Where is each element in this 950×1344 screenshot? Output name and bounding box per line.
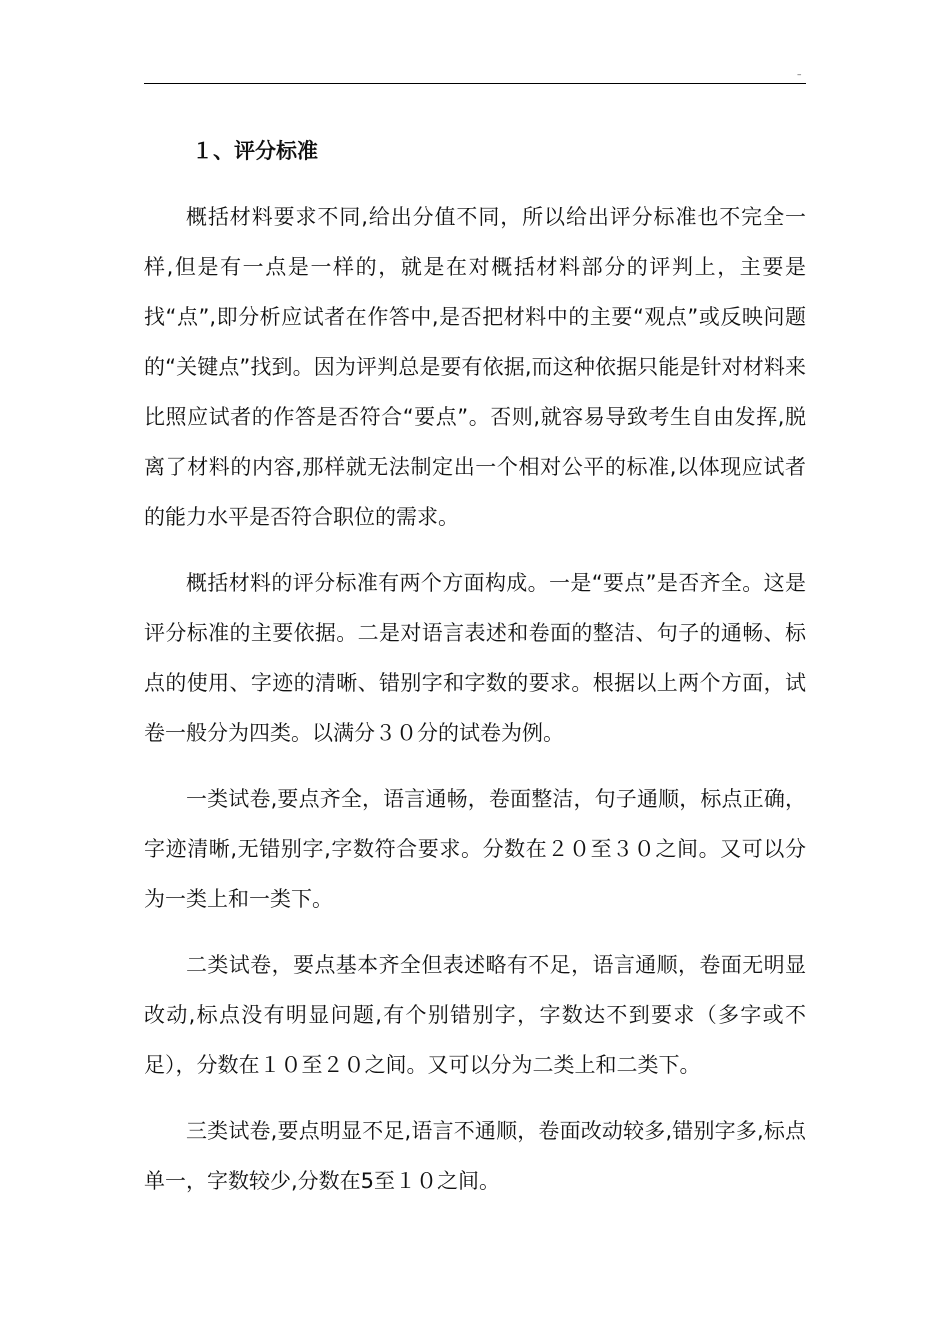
document-body — [144, 126, 806, 1222]
paragraph-grade-three: 三类试卷,要点明显不足,语言不通顺，卷面改动较多,错别字多,标点单一，字数较少,分数在5至１０之间。 — [144, 1119, 806, 1193]
section-heading: １、评分标准 — [192, 139, 318, 163]
paragraph-grade-two: 二类试卷，要点基本齐全但表述略有不足，语言通顺，卷面无明显改动,标点没有明显问题,有个别错别字，字数达不到要求（多字或不足），分数在１０至２０之间。又可以分为二类上和二类下。 — [144, 953, 806, 1077]
paragraph-summary-criteria: 概括材料要求不同,给出分值不同，所以给出评分标准也不完全一样,但是有一点是一样的，就是在对概括材料部分的评判上，主要是找“点”,即分析应试者在作答中,是否把材料中的主要“观点”或反映问题的“关键点”找到。因为评判总是要有依据,而这种依据只能是针对材料来比照应试者的作答是否符合“要点”。否则,就容易导致考生自由发挥,脱离了材料的内容,那样就无法制定出一个相对公平的标准,以体现应试者的能力水平是否符合职位的需求。 — [144, 205, 806, 529]
paragraph-grade-one: 一类试卷,要点齐全，语言通畅，卷面整洁，句子通顺，标点正确，字迹清晰,无错别字,字数符合要求。分数在２０至３０之间。又可以分为一类上和一类下。 — [144, 787, 806, 911]
paragraph-scoring-aspects: 概括材料的评分标准有两个方面构成。一是“要点”是否齐全。这是评分标准的主要依据。二是对语言表述和卷面的整洁、句子的通畅、标点的使用、字迹的清晰、错别字和字数的要求。根据以上两个方面，试卷一般分为四类。以满分３０分的试卷为例。 — [144, 571, 806, 745]
header-mark: – — [797, 70, 802, 80]
header-rule — [144, 83, 806, 84]
